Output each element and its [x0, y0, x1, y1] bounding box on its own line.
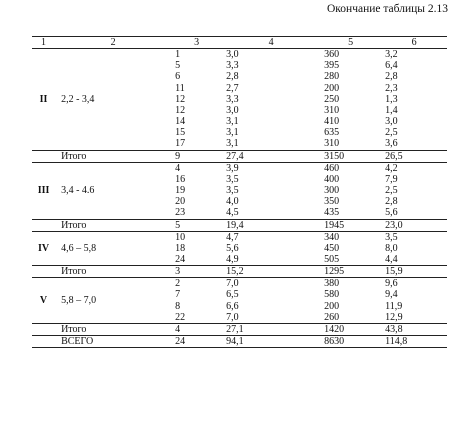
table-cell: 6 [175, 71, 181, 83]
table-cell: 300 [324, 185, 340, 197]
total-label: Итого [55, 323, 171, 335]
table-cell: 4,2 [381, 162, 447, 174]
total-cell: 4 [171, 323, 222, 335]
table-cell: 3,3 [226, 93, 239, 105]
total-spacer [32, 266, 55, 278]
table-cell: 8,0 [385, 242, 398, 254]
total-cell: 26,5 [381, 150, 447, 162]
table-cell: 7,0 [222, 278, 320, 290]
table-cell: 10 [171, 231, 222, 243]
table-cell: 7,0 [226, 311, 239, 323]
table-cell: 310 [324, 138, 340, 150]
total-cell: 15,9 [381, 266, 447, 278]
table-cell: 4,5 [226, 207, 239, 219]
table-cell: 23 [175, 207, 186, 219]
table-cell: 9,6 [381, 278, 447, 290]
table-cell: 22 [175, 311, 186, 323]
grand-total-cell: 8630 [320, 336, 381, 348]
table-cell: 2,5 [385, 127, 398, 139]
table-row [32, 49, 447, 61]
table-cell: 200 [324, 82, 340, 94]
table-cell: 3,6 [385, 138, 398, 150]
table-cell: 14 [175, 116, 186, 128]
total-cell: 43,8 [381, 323, 447, 335]
column-header: 3 [171, 37, 222, 49]
column-header: 4 [222, 37, 320, 49]
table-row [32, 278, 447, 290]
table-cell: 635 [324, 127, 340, 139]
table-cell: 4 [171, 162, 222, 174]
table-cell: 15 [175, 127, 186, 139]
table-cell: 12 [175, 93, 186, 105]
table-cell: 2,8 [385, 196, 398, 208]
column-header: 1 [32, 37, 55, 49]
total-row [32, 323, 447, 335]
grand-total-spacer [32, 336, 55, 348]
table-cell: 4,7 [222, 231, 320, 243]
table-cell: 395 [324, 60, 340, 72]
total-cell: 3150 [320, 150, 381, 162]
table-cell: 5,6 [226, 242, 239, 254]
table-cell: 1,4 [385, 104, 398, 116]
total-cell: 1420 [320, 323, 381, 335]
table-cell: 3,5 [226, 173, 239, 185]
total-cell: 19,4 [222, 219, 320, 231]
table-cell: 3,0 [385, 116, 398, 128]
table-cell: 11 [175, 82, 185, 94]
table-cell: 410 [324, 116, 340, 128]
table-cell: 2,5 [385, 185, 398, 197]
table-cell: 12 [175, 104, 186, 116]
total-label: Итого [55, 266, 171, 278]
column-header: 2 [55, 37, 171, 49]
table-cell: 360 [324, 49, 340, 61]
total-cell: 1945 [320, 219, 381, 231]
total-spacer [32, 219, 55, 231]
table-cell: 8 [175, 300, 181, 312]
table-cell: 2,8 [385, 71, 398, 83]
table-cell: 505 [324, 253, 340, 265]
table-cell: 2,7 [226, 82, 239, 94]
table-cell: 380 [320, 278, 381, 290]
group-number: III [32, 162, 55, 219]
table-cell: 3,3 [226, 60, 239, 72]
table-cell: 6,4 [385, 60, 398, 72]
table-cell: 2 [171, 278, 222, 290]
table-cell: 6,6 [226, 300, 239, 312]
table-cell: 200 [324, 300, 340, 312]
table-cell: 350 [324, 196, 340, 208]
table-cell: 2,3 [385, 82, 398, 94]
table-cell: 17 [175, 138, 186, 150]
total-cell: 27,4 [222, 150, 320, 162]
total-label: Итого [55, 150, 171, 162]
table-cell: 7 [175, 289, 181, 301]
table-cell: 11,9 [385, 300, 403, 312]
group-number: V [32, 278, 55, 324]
total-row [32, 266, 447, 278]
total-cell: 23,0 [381, 219, 447, 231]
table-cell: 4,4 [385, 253, 398, 265]
table-cell: 16 [175, 173, 186, 185]
column-header: 5 [320, 37, 381, 49]
data-table [32, 36, 447, 348]
table-cell: 5,6 [385, 207, 398, 219]
table-cell: 3,1 [226, 116, 239, 128]
table-cell: 3,0 [226, 104, 239, 116]
table-cell: 1 [175, 49, 181, 61]
table-cell: 1,3 [385, 93, 398, 105]
table-cell: 6,5 [226, 289, 239, 301]
table-cell: 5 [175, 60, 181, 72]
grand-total-cell: 114,8 [381, 336, 447, 348]
table-cell: 19 [175, 185, 186, 197]
table-cell: 3,5 [381, 231, 447, 243]
table-cell: 3,0 [226, 49, 239, 61]
group-range: 4,6 – 5,8 [55, 231, 171, 265]
total-label: Итого [55, 219, 171, 231]
table-row [32, 162, 447, 174]
group-range: 2,2 - 3,4 [61, 93, 95, 105]
total-cell: 27,1 [222, 323, 320, 335]
table-cell: 3,1 [226, 138, 239, 150]
group-number: II [39, 93, 48, 105]
table-cell: 340 [320, 231, 381, 243]
table-cell: 4,9 [226, 253, 239, 265]
table-cell: 12,9 [385, 311, 403, 323]
table-cell: 3,1 [226, 127, 239, 139]
table-cell: 9,4 [385, 289, 398, 301]
column-header: 6 [381, 37, 447, 49]
total-spacer [32, 323, 55, 335]
table-cell: 260 [324, 311, 340, 323]
table-cell: 3,2 [385, 49, 398, 61]
header-row [32, 37, 447, 49]
grand-total-label: ВСЕГО [55, 336, 171, 348]
total-row [32, 219, 447, 231]
total-cell: 3 [171, 266, 222, 278]
table-cell: 280 [324, 71, 340, 83]
total-cell: 1295 [320, 266, 381, 278]
table-cell: 310 [324, 104, 340, 116]
table-cell: 435 [324, 207, 340, 219]
group-number: IV [32, 231, 55, 265]
group-range: 3,4 - 4.6 [55, 162, 171, 219]
total-cell: 15,2 [222, 266, 320, 278]
table-cell: 400 [324, 173, 340, 185]
table-cell: 20 [175, 196, 186, 208]
table-cell: 450 [324, 242, 340, 254]
table-cell: 250 [324, 93, 340, 105]
grand-total-cell: 94,1 [222, 336, 320, 348]
table-cell: 580 [324, 289, 340, 301]
table-cell: 3,9 [222, 162, 320, 174]
table-cell: 4,0 [226, 196, 239, 208]
table-cell: 18 [175, 242, 186, 254]
total-cell: 9 [171, 150, 222, 162]
total-spacer [32, 150, 55, 162]
table-row [32, 231, 447, 243]
table-cell: 460 [320, 162, 381, 174]
table-cell: 3,5 [226, 185, 239, 197]
table-cell: 2,8 [226, 71, 239, 83]
grand-total-cell: 24 [171, 336, 222, 348]
group-range: 5,8 – 7,0 [55, 278, 171, 324]
table-cell: 7,9 [385, 173, 398, 185]
table-caption: Окончание таблицы 2.13 [327, 3, 448, 15]
table-cell: 24 [175, 253, 186, 265]
total-cell: 5 [171, 219, 222, 231]
total-row [32, 150, 447, 162]
grand-total-row [32, 336, 447, 348]
